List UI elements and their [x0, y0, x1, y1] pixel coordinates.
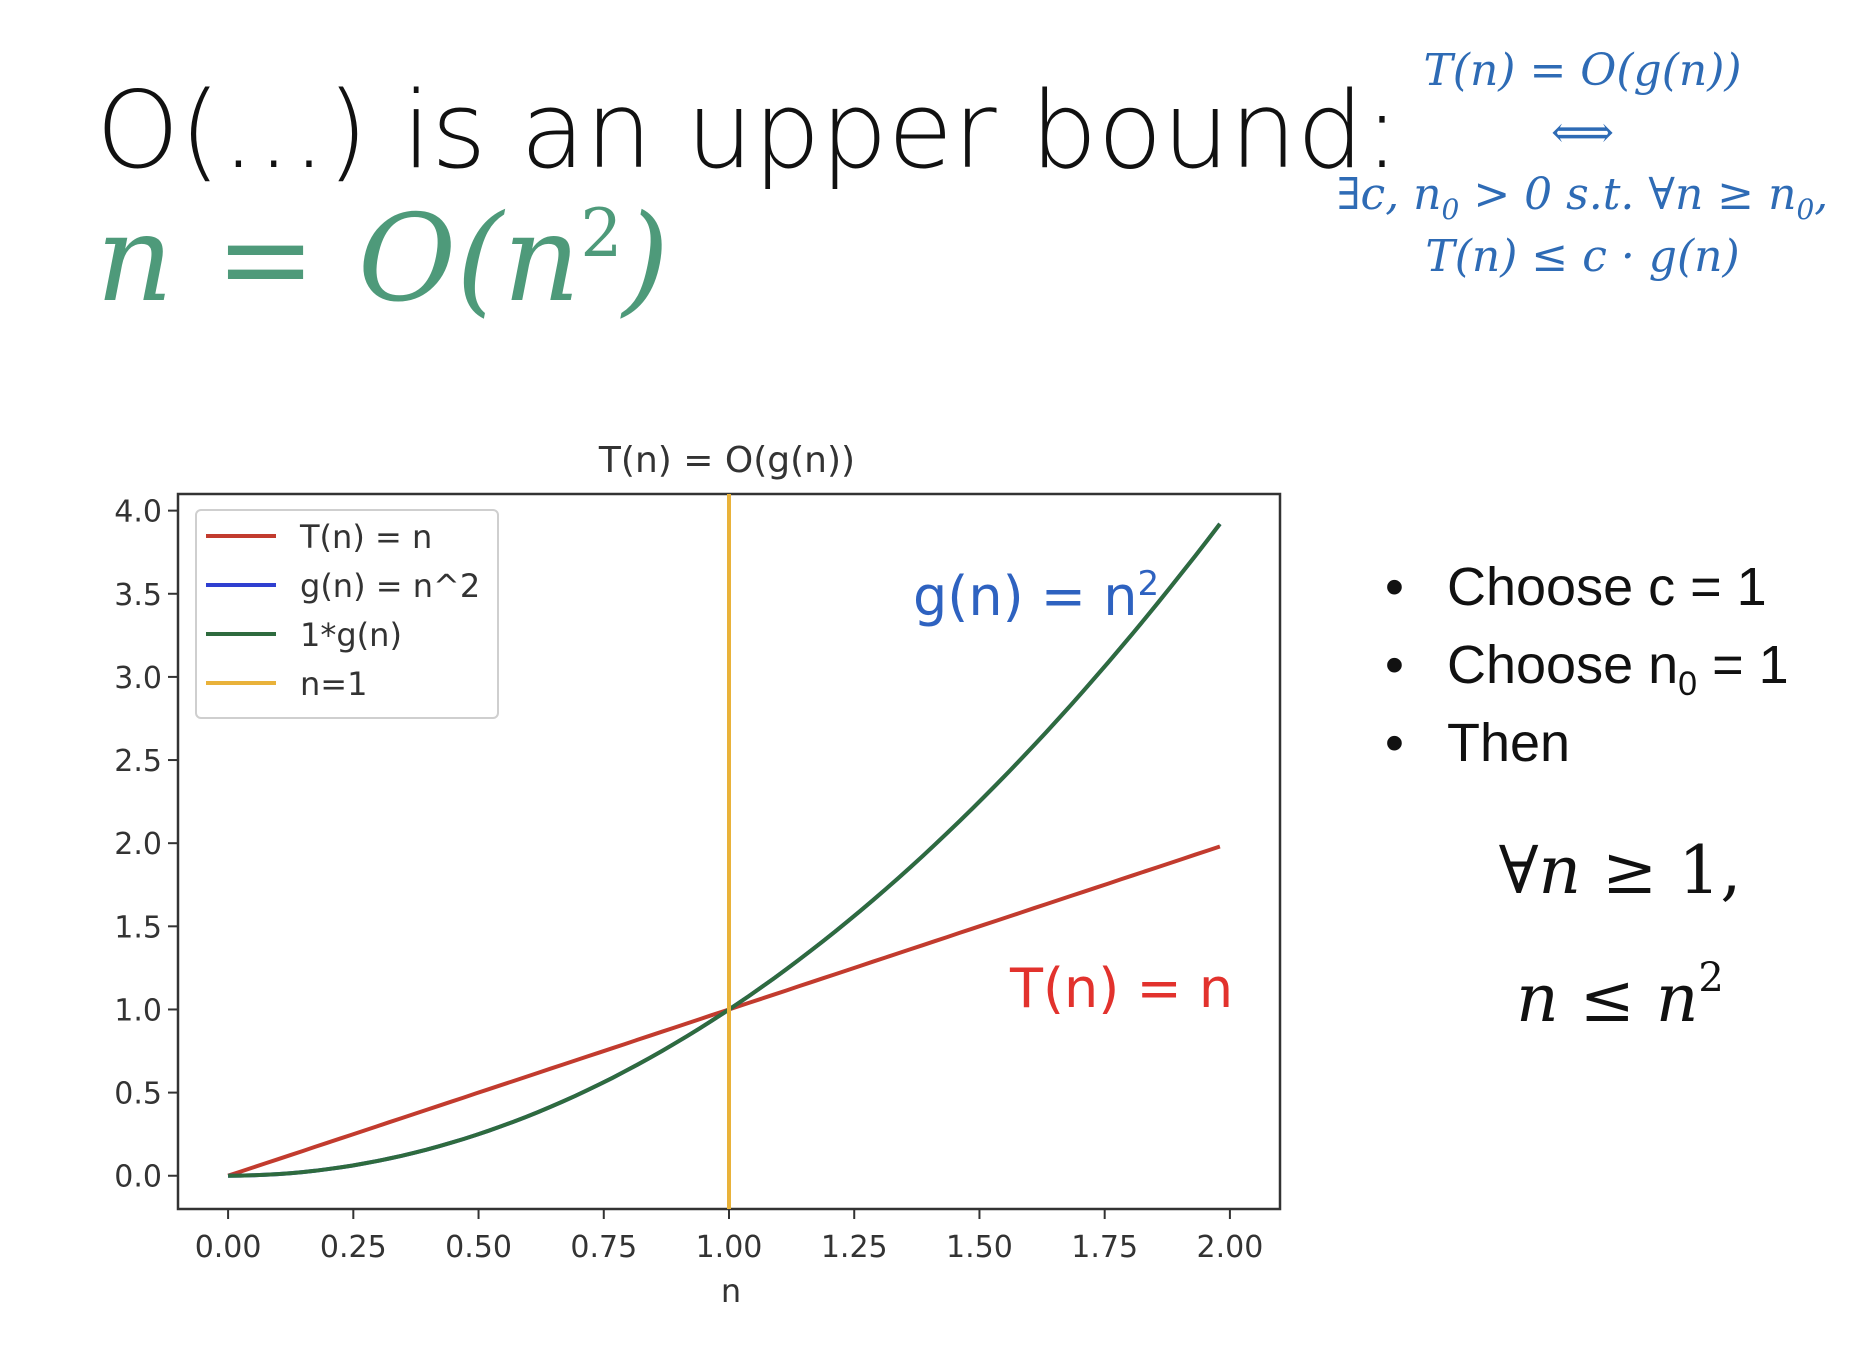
x-tick-label: 0.25	[319, 1230, 387, 1265]
forall-symbol: ∀	[1498, 832, 1539, 909]
y-tick-label: 3.0	[114, 660, 162, 696]
y-tick-label: 0.0	[114, 1159, 162, 1195]
x-tick-label: 1.00	[695, 1230, 763, 1265]
x-tick-label: 1.75	[1071, 1230, 1139, 1265]
definition-line-1: T(n) = O(g(n))	[1423, 45, 1742, 96]
def-forall: > 0 s.t. ∀n ≥ n	[1459, 169, 1797, 220]
conclusion-line-1	[1380, 832, 1860, 909]
y-tick-label: 3.5	[114, 577, 162, 613]
conclusion-bound: ≥ 1,	[1581, 832, 1742, 909]
x-tick-label: 0.50	[445, 1230, 512, 1265]
conclusion-var: n	[1538, 832, 1582, 909]
g-annotation-text: g(n) = n	[913, 565, 1138, 628]
x-tick-label: 1.25	[820, 1230, 888, 1265]
y-tick-label: 4.0	[114, 494, 162, 530]
legend-label-cg: 1*g(n)	[300, 616, 402, 654]
x-tick-label: 1.50	[946, 1230, 1013, 1265]
x-tick-label: 0.00	[194, 1230, 262, 1265]
statement-lhs: n	[96, 190, 174, 329]
conclusion-exponent: 2	[1698, 955, 1724, 1001]
definition-iff: ⟺	[1550, 107, 1615, 158]
bullet-list	[1385, 552, 1855, 786]
y-tick-label: 2.0	[114, 827, 162, 863]
def-sub-2: 0	[1796, 193, 1815, 226]
bullet-text: Choose c = 1	[1447, 557, 1767, 617]
statement-rhs: O(n	[357, 190, 581, 329]
conclusion-lhs: n	[1516, 960, 1559, 1037]
definition-line-4: T(n) ≤ c · g(n)	[1425, 231, 1740, 282]
x-tick-label: 0.75	[570, 1230, 638, 1265]
conclusion-rhs: n	[1655, 960, 1699, 1037]
x-axis	[195, 1209, 1264, 1265]
statement-exponent: 2	[580, 195, 623, 272]
def-comma: ,	[1814, 169, 1829, 220]
y-axis	[114, 495, 178, 1195]
y-tick-label: 2.5	[114, 744, 162, 780]
bullet-text-end: = 1	[1697, 635, 1789, 695]
bullet-text: Then	[1447, 713, 1571, 773]
legend-label-t: T(n) = n	[300, 518, 433, 556]
bullet-dot: •	[1385, 557, 1404, 617]
bullet-choose-n0	[1385, 630, 1855, 708]
x-tick-label: 2.00	[1196, 1230, 1264, 1265]
legend	[196, 510, 498, 718]
bullet-choose-c	[1385, 552, 1855, 630]
legend-label-g: g(n) = n^2	[300, 567, 481, 605]
legend-label-n1: n=1	[300, 665, 368, 703]
slide-heading: O(…) is an upper bound:	[96, 69, 1400, 192]
conclusion-line-2	[1380, 955, 1860, 1037]
bullet-text: Choose n	[1447, 635, 1679, 695]
conclusion-leq: ≤	[1558, 960, 1656, 1037]
statement-equals: =	[215, 190, 316, 329]
statement-close: )	[622, 190, 670, 329]
bullet-then	[1385, 708, 1855, 786]
g-annotation	[913, 564, 1159, 628]
def-exists: ∃c, n	[1336, 169, 1442, 220]
bullet-dot: •	[1385, 635, 1404, 695]
def-sub-1: 0	[1441, 193, 1460, 226]
chart-title: T(n) = O(g(n))	[598, 440, 856, 481]
y-tick-label: 0.5	[114, 1076, 162, 1112]
x-axis-label: n	[720, 1272, 742, 1310]
bullet-subscript: 0	[1678, 665, 1698, 703]
bullet-dot: •	[1385, 713, 1404, 773]
y-tick-label: 1.5	[114, 910, 162, 946]
g-annotation-sup: 2	[1137, 564, 1160, 604]
y-tick-label: 1.0	[114, 993, 162, 1029]
t-annotation: T(n) = n	[1010, 957, 1234, 1020]
